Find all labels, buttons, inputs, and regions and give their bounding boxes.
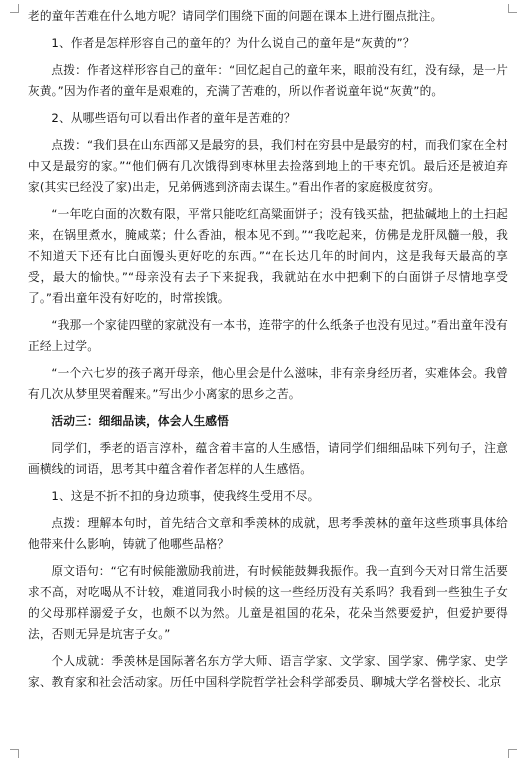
section-heading: 活动三：细细品读，体会人生感悟	[51, 414, 229, 428]
paragraph: 1、这是不折不扣的身边琐事，使我终生受用不尽。	[51, 489, 320, 503]
paragraph: “一年吃白面的次数有限，平常只能吃红高粱面饼子；没有钱买盐，把盐碱地上的土扫起来，在锅里煮水，腌咸菜；什么香油，根本见不到。”“我吃起来，仿佛是龙肝凤髓一般，我不知道天下还有比白面馒头更好吃的东西。”“在长达几年的时间内，这是我每天最高的享受，最大的愉快。”“母亲没有去子下来捉我，我就站在水中把剩下的白面饼子尽情地享受了。”看出童年没有好吃的，时常挨饿。	[28, 207, 508, 305]
page-corner-mark-bottom-left	[10, 749, 19, 758]
paragraph: 点拨：理解本句时，首先结合文章和季羡林的成就，思考季羡林的童年这些琐事具体给他带来什么影响，铸就了他哪些品格？	[28, 516, 508, 551]
paragraph: 原文语句：“它有时候能激励我前进，有时候能鼓舞我振作。我一直到今天对日常生活要求不高，对吃喝从不计较，难道同我小时候的这一些经历没有关系吗？我看到一些独生子女的父母那样溺爱子女，也颇不以为然。儿童是祖国的花朵，花朵当然要爱护，但爱护要得法，否则无异是坑害子女。”	[28, 564, 508, 641]
paragraph: “我那一个家徒四壁的家就没有一本书，连带字的什么纸条子也没有见过。”看出童年没有正经上过学。	[28, 318, 508, 353]
paragraph: 1、作者是怎样形容自己的童年的？为什么说自己的童年是“灰黄的”？	[51, 36, 415, 50]
paragraph: 个人成就：季羡林是国际著名东方学大师、语言学家、文学家、国学家、佛学家、史学家、教育家和社会活动家。历任中国科学院哲学社会科学部委员、聊城大学名誉校长、北京	[28, 654, 508, 689]
paragraph: 同学们，季老的语言淳朴，蕴含着丰富的人生感悟，请同学们细细品味下列句子，注意画横线的词语，思考其中蕴含着作者怎样的人生感悟。	[28, 441, 508, 476]
paragraph: 2、从哪些语句可以看出作者的童年是苦难的？	[51, 111, 296, 125]
document-page	[28, 6, 508, 699]
page-corner-mark-top-left	[10, 4, 19, 13]
paragraph: 点拨：“我们县在山东西部又是最穷的县，我们村在穷县中是最穷的村，而我们家在全村中又是最穷的家。”“他们俩有几次饿得到枣林里去捡落到地上的干枣充饥。最后还是被迫弃家(其实已经没了家)出走，兄弟俩逃到济南去谋生。”看出作者的家庭极度贫穷。	[28, 138, 508, 194]
paragraph: “一个六七岁的孩子离开母亲，他心里会是什么滋味，非有亲身经历者，实难体会。我曾有几次从梦里哭着醒来。”写出少小离家的思乡之苦。	[28, 366, 508, 401]
paragraph: 点拨：作者这样形容自己的童年：“回忆起自己的童年来，眼前没有红，没有绿，是一片灰黄。”因为作者的童年是艰难的，充满了苦难的，所以作者说童年说“灰黄”的。	[28, 63, 508, 98]
paragraph: 老的童年苦难在什么地方呢？请同学们围绕下面的问题在课本上进行圈点批注。	[28, 9, 443, 23]
page-corner-mark-top-right	[508, 4, 517, 13]
page-corner-mark-bottom-right	[508, 749, 517, 758]
